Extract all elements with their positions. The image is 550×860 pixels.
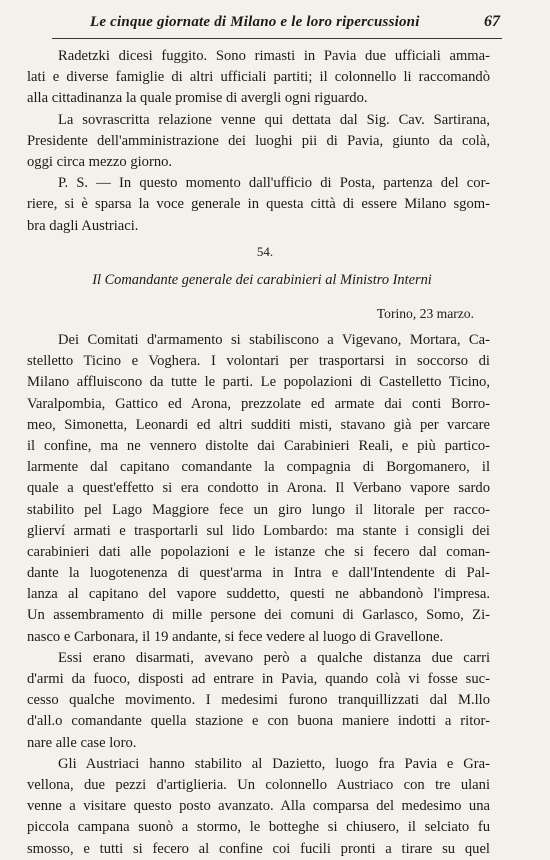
text-line: d'armi da fuoco, disposti ad entrare in Pavia, quando colà vi fosse suc- <box>27 671 490 687</box>
text-line: lati e diverse famiglie di altri ufficiali partiti; il colonnello li raccomandò <box>27 69 490 86</box>
text-line: dante la luogotenenza di quest'arma in Intra e dall'Intendente di Pal- <box>27 565 490 582</box>
text-line: smosso, e tutti si fecero al confine coi fucili pronti a tirare su quel <box>27 840 490 857</box>
text-line: Un assembramento di mille persone dei comuni di Garlasco, Somo, Zi- <box>27 607 490 624</box>
text-line: nare alle case loro. <box>27 734 137 751</box>
text-line: Gli Austriaci hanno stabilito al Dazietto, luogo fra Pavia e Gra- <box>58 755 490 772</box>
text-line: La sovrascritta relazione venne qui dettata dal Sig. Cav. Sartirana, <box>58 111 490 128</box>
text-line: Presidente dell'amministrazione dei luoghi pii di Pavia, giunto da colà, <box>27 132 490 149</box>
continued-text <box>27 46 490 237</box>
text-line: quale a quest'effetto si era condotto in Arona. Il Verbano vapore sardo <box>27 480 490 497</box>
text-line: vellona, due pezzi d'artiglieria. Un colonnello Austriaco con tre ulani <box>27 776 490 793</box>
text-line: meo, Simonetta, Leonardi ed altri sudditi misti, stavano già per varcare <box>27 416 490 433</box>
place-date: Torino, 23 marzo. <box>376 306 474 321</box>
running-title: Le cinque giornate di Milano e le loro ripercussioni <box>90 14 420 30</box>
text-line: venne a visitare questo posto avanzato. Alla comparsa del medesimo una <box>27 798 490 815</box>
text-line: oggi circa mezzo giorno. <box>27 153 173 170</box>
text-line: nasco e Carbonara, il 19 andante, si fece vedere al luogo di Gravellone. <box>27 628 444 645</box>
text-line: stabilito pel Lago Maggiore fece un giro lungo il litorale per racco- <box>27 501 490 518</box>
text-line: Varalpombia, Gattico ed Arona, prezzolate ed armate dai conti Borro- <box>27 395 490 412</box>
text-line: piccola campana suonò a stormo, le botteghe si chiusero, il selciato fu <box>27 819 490 836</box>
text-line: P. S. — In questo momento dall'ufficio di Posta, partenza del cor- <box>58 175 490 192</box>
text-line: alla cittadinanza la quale promise di avergli ogni riguardo. <box>27 90 368 107</box>
document-title: Il Comandante generale dei carabinieri al Ministro Interni <box>92 272 432 288</box>
document-number: 54. <box>256 244 274 259</box>
text-line: Dei Comitati d'armamento si stabiliscono a Vigevano, Mortara, Ca- <box>58 332 490 348</box>
page-number: 67 <box>484 13 500 30</box>
text-line: larmente dal capitano comandante la compagnia di Borgomanero, il <box>27 459 490 476</box>
text-line: d'all.o comandante quella stazione e con buona maniere indotti a ritor- <box>27 713 490 730</box>
text-line: il confine, ma ne vennero distolte dai Carabinieri Reali, e più partico- <box>27 437 490 454</box>
text-line: riere, si è sparsa la voce generale in questa città di essere Milano sgom- <box>27 196 490 213</box>
running-header <box>52 14 502 39</box>
text-line: Radetzki dicesi fuggito. Sono rimasti in Pavia due ufficiali amma- <box>58 48 490 64</box>
text-line: stelletto Ticino e Voghera. I volontari per trasportarsi in soccorso di <box>27 353 490 370</box>
text-line: carabinieri dati alle popolazioni e le istanze che si fecero dal coman- <box>27 543 490 560</box>
text-line: bra dagli Austriaci. <box>27 217 139 234</box>
text-line: glierví armati e trasportarli sul lido Lombardo: ma stante i consigli dei <box>27 522 490 539</box>
text-line: cesso qualche movimento. I medesimi furono tranquillizzati dal M.llo <box>27 692 490 709</box>
document-body <box>27 330 490 860</box>
text-line: Milano affluiscono da tutte le parti. Le popolazioni di Castelletto Ticino, <box>27 374 490 391</box>
text-line: lanza al capitano del vapore suddetto, questi ne abbandonò l'impresa. <box>27 586 490 603</box>
text-line: Essi erano disarmati, avevano però a qualche distanza due carri <box>58 649 490 666</box>
